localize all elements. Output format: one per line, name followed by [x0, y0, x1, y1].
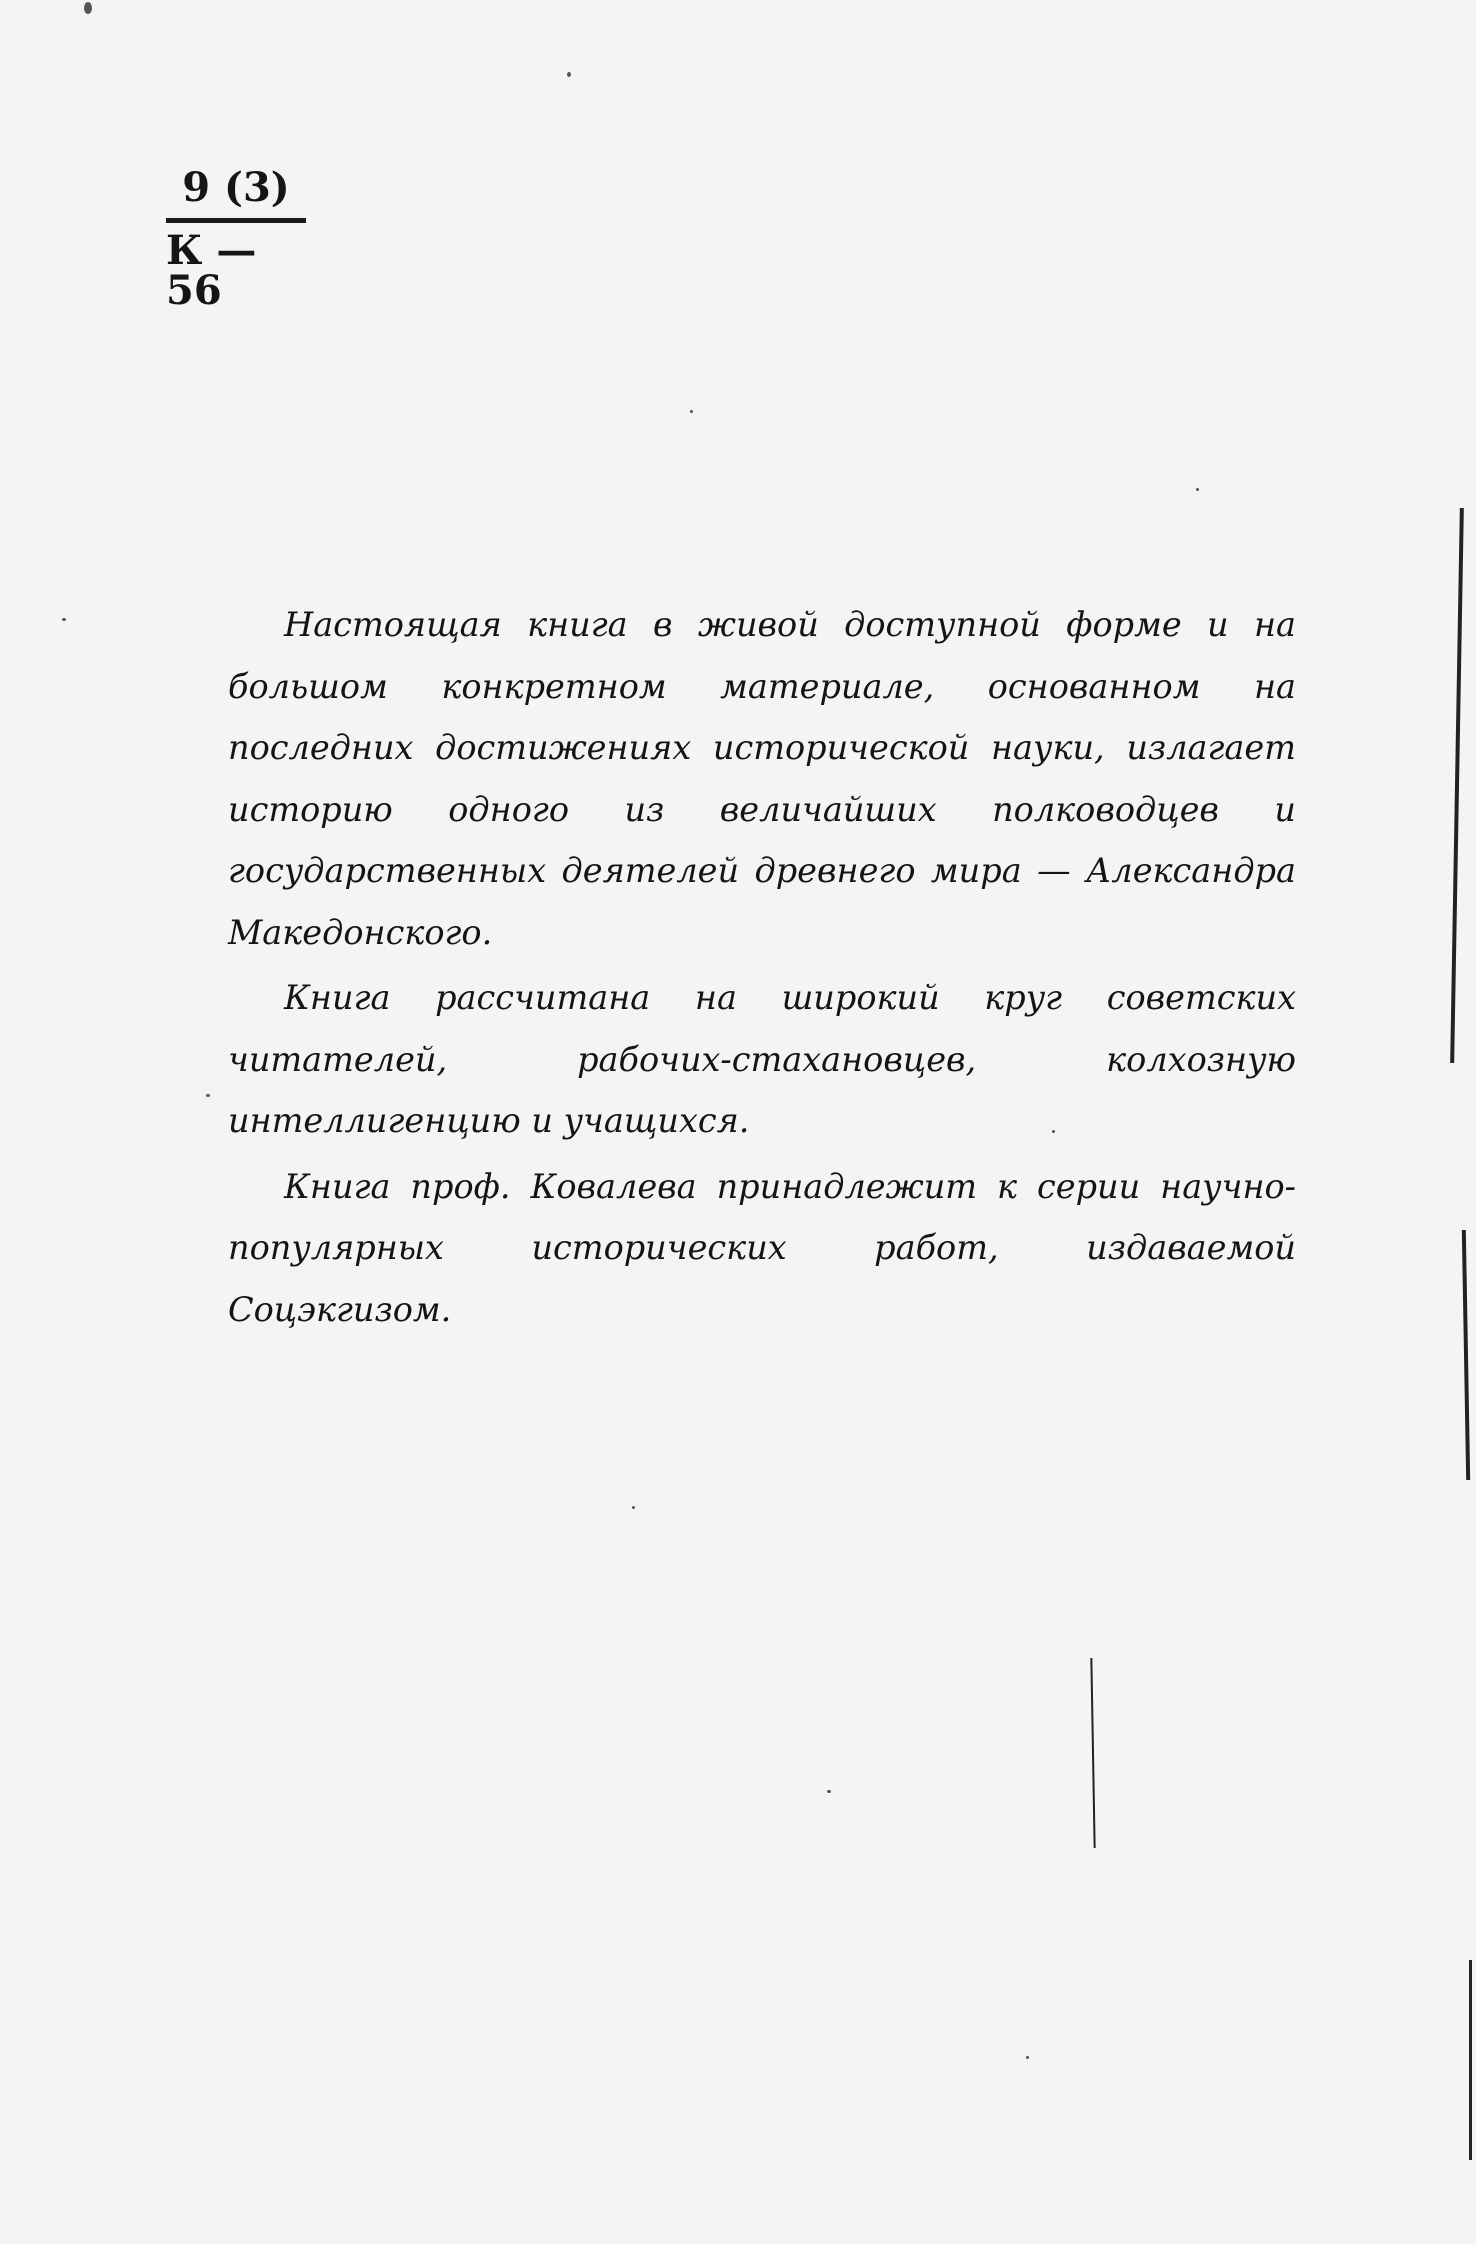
scan-edge-line: [1450, 508, 1464, 1063]
scan-speck: [206, 1094, 210, 1097]
scan-speck: [62, 618, 66, 621]
scan-speck: [827, 1790, 831, 1793]
scan-speck: [632, 1506, 635, 1509]
scan-speck: [84, 2, 92, 14]
scan-speck: [690, 410, 693, 413]
scan-edge-line: [1462, 1230, 1470, 1480]
scan-speck: [1052, 1130, 1055, 1133]
annotation-paragraph: Книга проф. Ковалева принадлежит к серии научно-популярных исторических работ, издаваемой Соцэкгизом.: [228, 1166, 1296, 1329]
scan-speck: [1026, 2056, 1029, 2059]
scan-stray-line: [1090, 1658, 1095, 1848]
scan-speck: [567, 72, 571, 77]
annotation-paragraph: Книга рассчитана на широкий круг советских читателей, рабочих-стахановцев, колхозную интеллигенцию и учащихся.: [228, 978, 1296, 1140]
library-classification-mark: [166, 164, 306, 314]
scan-edge-line: [1469, 1960, 1472, 2160]
scan-speck: [1196, 488, 1199, 491]
classification-denominator: К — 56: [166, 227, 257, 314]
annotation-paragraph: Настоящая книга в живой доступной форме и на большом конкретном материале, основанном на последних достижениях исторической науки, излагает историю одного из величайших полководцев и государственных деятелей древнего мира — Александра Македонского.: [228, 605, 1296, 952]
book-annotation: [228, 594, 1296, 1340]
classification-numerator: 9 (3): [166, 168, 306, 223]
